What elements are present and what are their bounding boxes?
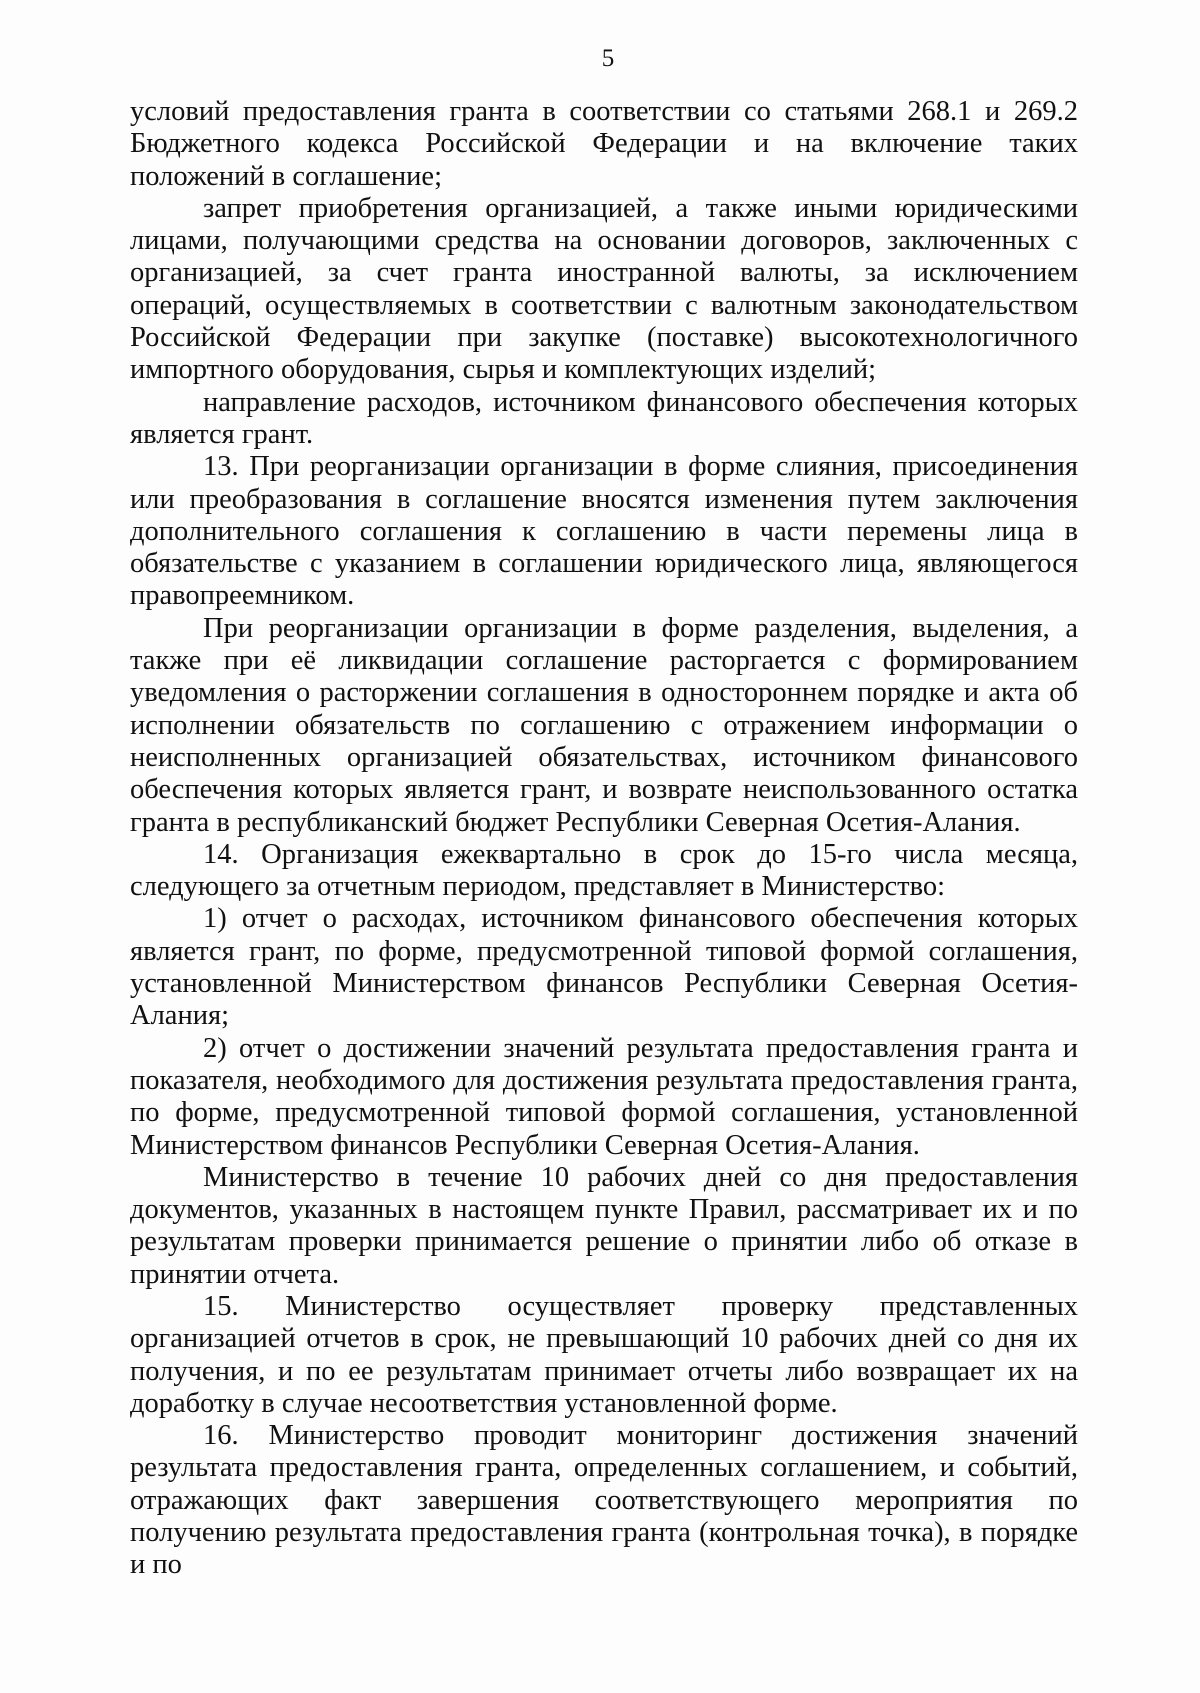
paragraph-item-15-report-check: 15. Министерство осуществляет проверку представленных организацией отчетов в срок, не превышающий 10 рабочих дней со дня их получения, и по ее результатам принимает отчеты либо возвращает их на доработку в случае несоответствия установленной форме. [130,1290,1078,1419]
paragraph-grant-conditions-continuation: условий предоставления гранта в соответствии со статьями 268.1 и 269.2 Бюджетного кодекса Российской Федерации и на включение таких положений в соглашение; [130,96,1078,192]
paragraph-report-results: 2) отчет о достижении значений результата предоставления гранта и показателя, необходимого для достижения результата предоставления гранта, по форме, предусмотренной типовой формой соглашения, установленной Министерством финансов Республики Северная Осетия-Алания. [130,1032,1078,1161]
paragraph-currency-purchase-ban: запрет приобретения организацией, а также иными юридическими лицами, получающими средства на основании договоров, заключенных с организацией, за счет гранта иностранной валюты, за исключением операций, осуществляемых в соответствии с валютным законодательством Российской Федерации при закупке (поставке) высокотехнологичного импортного оборудования, сырья и комплектующих изделий; [130,192,1078,386]
paragraph-item-13-reorganization-merger: 13. При реорганизации организации в форме слияния, присоединения или преобразования в соглашение вносятся изменения путем заключения дополнительного соглашения к соглашению в части перемены лица в обязательстве с указанием в соглашении юридического лица, являющегося правопреемником. [130,451,1078,612]
paragraph-report-expenses: 1) отчет о расходах, источником финансового обеспечения которых является грант, по форме, предусмотренной типовой формой соглашения, установленной Министерством финансов Республики Северная Осетия-Алания; [130,903,1078,1032]
paragraph-ministry-review: Министерство в течение 10 рабочих дней со дня предоставления документов, указанных в настоящем пункте Правил, рассматривает их и по результатам проверки принимается решение о принятии либо об отказе в принятии отчета. [130,1161,1078,1290]
paragraph-reorganization-separation: При реорганизации организации в форме разделения, выделения, а также при её ликвидации соглашение расторгается с формированием уведомления о расторжении соглашения в одностороннем порядке и акта об исполнении обязательств по соглашению с отражением информации о неисполненных организацией обязательствах, источником финансового обеспечения которых является грант, и возврате неиспользованного остатка гранта в республиканский бюджет Республики Северная Осетия-Алания. [130,612,1078,838]
paragraph-item-14-quarterly-reports: 14. Организация ежеквартально в срок до 15-го числа месяца, следующего за отчетным периодом, представляет в Министерство: [130,838,1078,903]
paragraph-item-16-monitoring: 16. Министерство проводит мониторинг достижения значений результата предоставления гранта, определенных соглашением, и событий, отражающих факт завершения соответствующего мероприятия по получению результата предоставления гранта (контрольная точка), в порядке и по [130,1420,1078,1581]
page-number: 5 [601,45,615,72]
paragraph-expense-direction: направление расходов, источником финансового обеспечения которых является грант. [130,386,1078,450]
document-body [130,96,1078,1582]
